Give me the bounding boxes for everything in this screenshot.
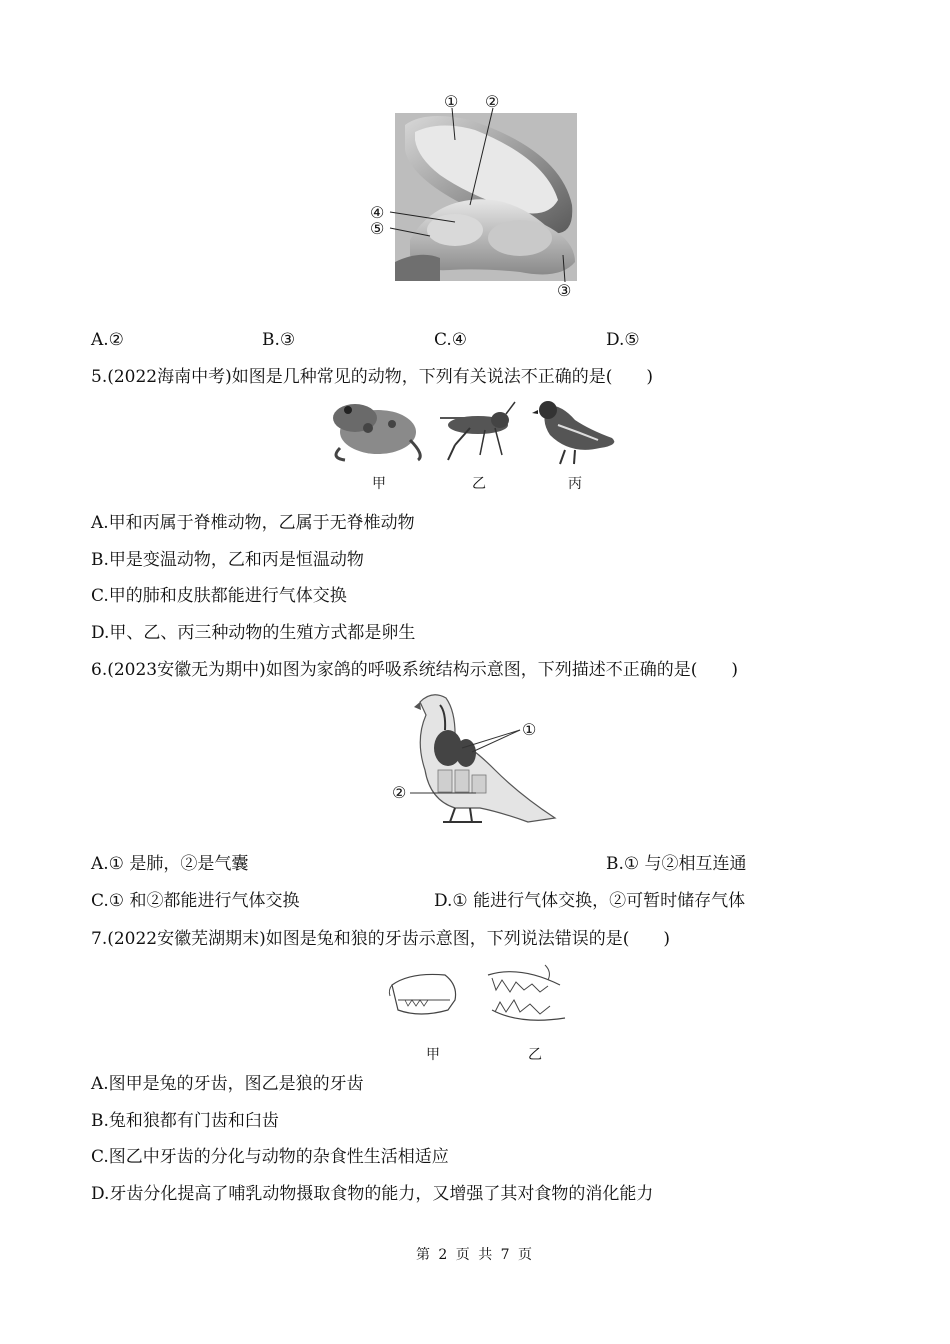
q5-option-a[interactable]: A.甲和丙属于脊椎动物，乙属于无脊椎动物	[91, 513, 415, 533]
q6-option-b[interactable]: B.① 与②相互连通	[606, 854, 747, 874]
q4-label-5: ⑤	[370, 219, 385, 238]
q7-option-c[interactable]: C.图乙中牙齿的分化与动物的杂食性生活相适应	[91, 1147, 449, 1167]
q7-option-a[interactable]: A.图甲是兔的牙齿，图乙是狼的牙齿	[91, 1074, 364, 1094]
q5-caption-jia: 甲	[372, 476, 386, 492]
q5-option-c[interactable]: C.甲的肺和皮肤都能进行气体交换	[91, 586, 347, 606]
q5-option-d[interactable]: D.甲、乙、丙三种动物的生殖方式都是卵生	[91, 623, 416, 643]
q6-label-2: ②	[392, 783, 407, 802]
q6-label-1: ①	[522, 720, 537, 739]
q5-option-b[interactable]: B.甲是变温动物，乙和丙是恒温动物	[91, 550, 364, 570]
q4-label-3: ③	[557, 281, 572, 300]
q6-option-a[interactable]: A.① 是肺，②是气囊	[91, 854, 249, 874]
q6-stem: 6.(2023安徽无为期中)如图为家鸽的呼吸系统结构示意图，下列描述不正确的是( )	[91, 660, 739, 680]
q5-stem: 5.(2022海南中考)如图是几种常见的动物，下列有关说法不正确的是( )	[91, 367, 654, 387]
q4-label-4: ④	[370, 203, 385, 222]
q4-option-d[interactable]: D.⑤	[606, 330, 640, 350]
q5-caption-bing: 丙	[568, 476, 582, 492]
q4-label-1: ①	[444, 92, 459, 111]
q7-caption-yi: 乙	[528, 1047, 542, 1063]
q4-option-c[interactable]: C.④	[434, 330, 468, 350]
q4-option-a[interactable]: A.②	[91, 330, 124, 350]
q7-option-d[interactable]: D.牙齿分化提高了哺乳动物摄取食物的能力，又增强了其对食物的消化能力	[91, 1184, 654, 1204]
q4-option-b[interactable]: B.③	[262, 330, 296, 350]
q6-option-d[interactable]: D.① 能进行气体交换，②可暂时储存气体	[434, 891, 746, 911]
q6-option-c[interactable]: C.① 和②都能进行气体交换	[91, 891, 300, 911]
q7-stem: 7.(2022安徽芜湖期末)如图是兔和狼的牙齿示意图，下列说法错误的是( )	[91, 929, 671, 949]
q7-option-b[interactable]: B.兔和狼都有门齿和臼齿	[91, 1111, 279, 1131]
q5-caption-yi: 乙	[472, 476, 486, 492]
q7-caption-jia: 甲	[426, 1047, 440, 1063]
page-footer: 第 2 页 共 7 页	[415, 1247, 535, 1263]
q4-label-2: ②	[485, 92, 500, 111]
